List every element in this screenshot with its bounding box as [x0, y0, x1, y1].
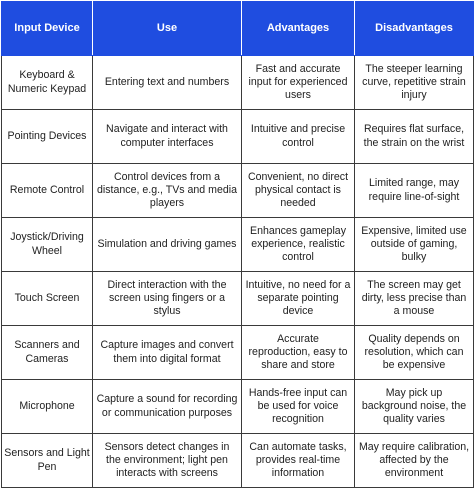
header-use: Use — [93, 2, 242, 56]
use-cell: Direct interaction with the screen using fingers or a stylus — [93, 272, 242, 326]
advantages-cell: Accurate reproduction, easy to share and store — [242, 326, 355, 380]
input-devices-table — [1, 1, 474, 488]
use-cell: Entering text and numbers — [93, 56, 242, 110]
advantages-cell: Enhances gameplay experience, realistic control — [242, 218, 355, 272]
advantages-cell: Intuitive, no need for a separate pointing device — [242, 272, 355, 326]
use-cell: Sensors detect changes in the environment; light pen interacts with screens — [93, 434, 242, 488]
table-row — [2, 326, 474, 380]
use-cell: Capture images and convert them into digital format — [93, 326, 242, 380]
table-row — [2, 272, 474, 326]
advantages-cell: Intuitive and precise control — [242, 110, 355, 164]
device-cell: Joystick/Driving Wheel — [2, 218, 93, 272]
advantages-cell: Convenient, no direct physical contact is needed — [242, 164, 355, 218]
disadvantages-cell: Requires flat surface, the strain on the wrist — [355, 110, 474, 164]
table-row — [2, 434, 474, 488]
header-advantages: Advantages — [242, 2, 355, 56]
disadvantages-cell: Quality depends on resolution, which can be expensive — [355, 326, 474, 380]
advantages-cell: Hands-free input can be used for voice recognition — [242, 380, 355, 434]
table-row — [2, 218, 474, 272]
table-row — [2, 164, 474, 218]
device-cell: Keyboard & Numeric Keypad — [2, 56, 93, 110]
device-cell: Remote Control — [2, 164, 93, 218]
table-row — [2, 56, 474, 110]
advantages-cell: Fast and accurate input for experienced users — [242, 56, 355, 110]
disadvantages-cell: May require calibration, affected by the environment — [355, 434, 474, 488]
advantages-cell: Can automate tasks, provides real-time information — [242, 434, 355, 488]
disadvantages-cell: The screen may get dirty, less precise than a mouse — [355, 272, 474, 326]
use-cell: Control devices from a distance, e.g., TVs and media players — [93, 164, 242, 218]
disadvantages-cell: Limited range, may require line-of-sight — [355, 164, 474, 218]
use-cell: Capture a sound for recording or communication purposes — [93, 380, 242, 434]
header-disadvantages: Disadvantages — [355, 2, 474, 56]
header-row — [2, 2, 474, 56]
disadvantages-cell: Expensive, limited use outside of gaming, bulky — [355, 218, 474, 272]
table-row — [2, 110, 474, 164]
device-cell: Microphone — [2, 380, 93, 434]
use-cell: Simulation and driving games — [93, 218, 242, 272]
use-cell: Navigate and interact with computer interfaces — [93, 110, 242, 164]
disadvantages-cell: The steeper learning curve, repetitive strain injury — [355, 56, 474, 110]
disadvantages-cell: May pick up background noise, the quality varies — [355, 380, 474, 434]
device-cell: Scanners and Cameras — [2, 326, 93, 380]
table-row — [2, 380, 474, 434]
device-cell: Pointing Devices — [2, 110, 93, 164]
header-input-device: Input Device — [2, 2, 93, 56]
device-cell: Touch Screen — [2, 272, 93, 326]
device-cell: Sensors and Light Pen — [2, 434, 93, 488]
